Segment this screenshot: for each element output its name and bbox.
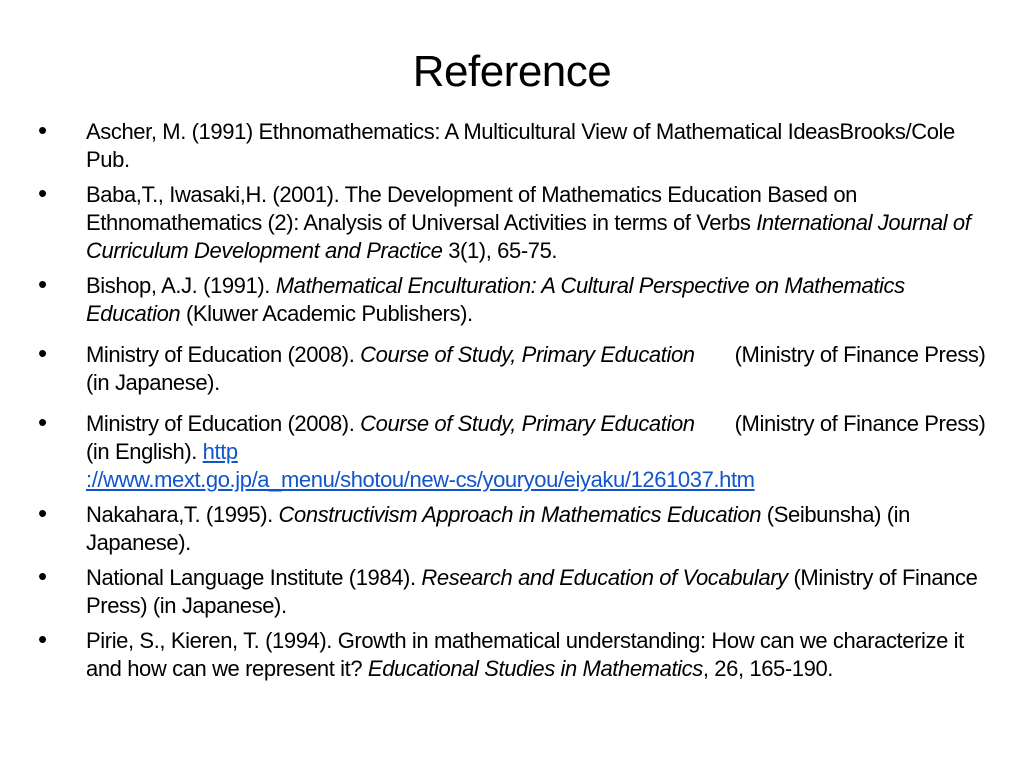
reference-detail: (Ministry of Finance Press) (in English).: [86, 411, 986, 464]
reference-detail: (Ministry of Finance Press) (in Japanese).: [86, 565, 978, 618]
reference-item-ascher: [38, 115, 988, 174]
bullet-icon: •: [38, 115, 47, 145]
bullet-icon: •: [38, 624, 47, 654]
reference-detail: (Ministry of Finance Press) (in Japanese).: [86, 342, 986, 395]
reference-title: Research and Education of Vocabulary: [421, 565, 788, 590]
bullet-icon: •: [38, 269, 47, 299]
reference-title: Mathematical Enculturation: A Cultural Perspective on Mathematics Education: [86, 273, 905, 326]
reference-detail: (Seibunsha) (in Japanese).: [86, 502, 910, 555]
reference-title: Course of Study, Primary Education: [360, 342, 695, 367]
reference-list: [38, 115, 988, 690]
slide-title: Reference: [412, 47, 612, 96]
reference-item-pirie-kieren: [38, 624, 988, 683]
reference-detail: , 26, 165-190.: [702, 656, 834, 681]
reference-text: Baba,T., Iwasaki,H. (2001). The Development of Mathematics Education Based on Ethnomathematics (2): Analysis of Universal Activities in terms of Verbs: [86, 182, 857, 235]
bullet-icon: •: [38, 561, 47, 591]
reference-text: Bishop, A.J. (1991).: [86, 273, 276, 298]
bullet-icon: •: [38, 338, 47, 368]
reference-detail: 3(1), 65-75.: [442, 238, 558, 263]
reference-item-baba: [38, 178, 988, 265]
bullet-icon: •: [38, 178, 47, 208]
bullet-icon: •: [38, 498, 47, 528]
reference-title: Course of Study, Primary Education: [360, 411, 695, 436]
reference-journal: International Journal of Curriculum Development and Practice: [86, 210, 971, 263]
reference-item-nli: [38, 561, 988, 620]
reference-item-moe-japanese: [38, 338, 988, 397]
reference-text: Pirie, S., Kieren, T. (1994). Growth in mathematical understanding: How can we characterize it and how can we represent it?: [86, 628, 964, 681]
reference-text: Ministry of Education (2008).: [86, 342, 361, 367]
link-text-part2[interactable]: ://www.mext.go.jp/a_menu/shotou/new-cs/youryou/eiyaku/1261037.htm: [86, 467, 755, 492]
reference-journal: Educational Studies in Mathematics: [367, 656, 703, 681]
link-text-part1[interactable]: http: [202, 439, 238, 464]
reference-item-bishop: [38, 269, 988, 328]
reference-text: Nakahara,T. (1995).: [86, 502, 279, 527]
reference-detail: (Kluwer Academic Publishers).: [180, 301, 473, 326]
reference-text: Ministry of Education (2008).: [86, 411, 361, 436]
bullet-icon: •: [38, 407, 47, 437]
reference-item-moe-english: [38, 407, 988, 494]
reference-item-nakahara: [38, 498, 988, 557]
reference-text: Ascher, M. (1991) Ethnomathematics: A Multicultural View of Mathematical IdeasBrooks/Cole Pub.: [86, 119, 955, 172]
reference-text: National Language Institute (1984).: [86, 565, 422, 590]
reference-title: Constructivism Approach in Mathematics Education: [278, 502, 762, 527]
